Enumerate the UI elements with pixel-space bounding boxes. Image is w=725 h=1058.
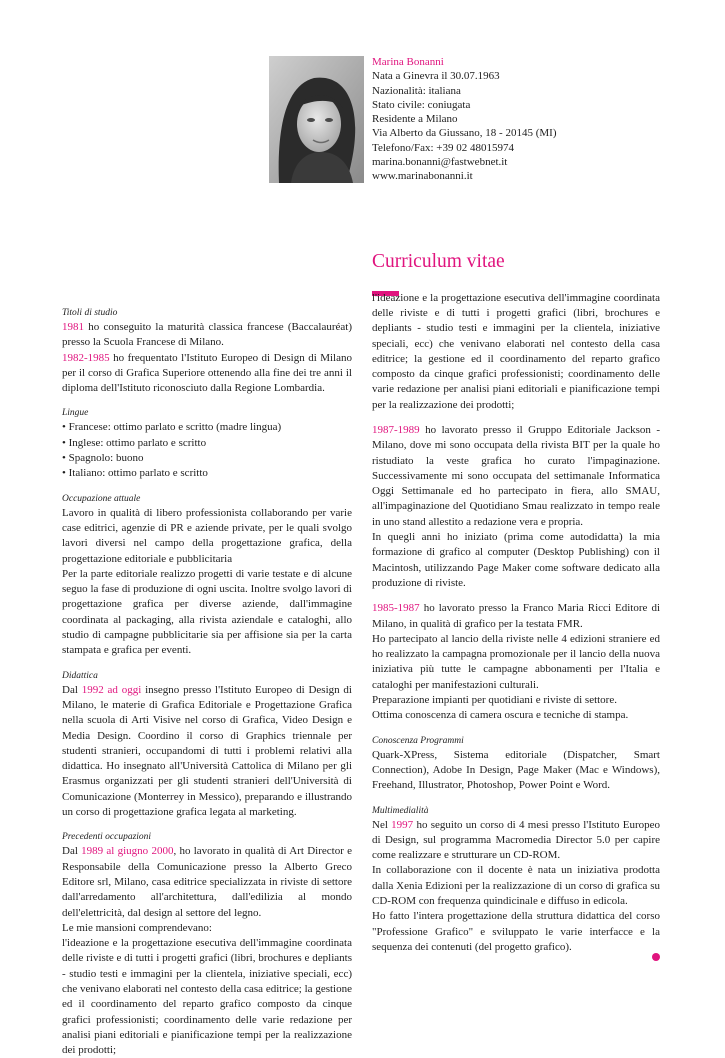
language-item: • Inglese: ottimo parlato e scritto bbox=[62, 436, 207, 449]
year-highlight: 1982-1985 bbox=[62, 351, 110, 364]
occupazione-paragraph-1: Lavoro in qualità di libero professionista collaborando per varie case editrici, agenzie di PR e aziende private, per le quali svolgo lavori diversi nel campo della progettazione grafica, della progettazione editoriale e pubblicitaria bbox=[62, 506, 352, 565]
multimedialita-text-1: ho seguito un corso di 4 mesi presso l'Istituto Europeo di Design, sul programma Macromedia Director 5.0 per capire come realizzare e strutturare un CD-ROM. bbox=[372, 818, 660, 862]
camera-oscura-paragraph: Ottima conoscenza di camera oscura e tecniche di stampa. bbox=[372, 709, 629, 722]
impianti-paragraph: Preparazione impianti per quotidiani e riviste di settore. bbox=[372, 694, 617, 707]
programmi-text: Quark-XPress, Sistema editoriale (Dispatcher, Smart Connection), Adobe In Design, Page Maker (Mac e Windows), Freehand, Illustrator, Photoshop, Power Point e Word. bbox=[372, 748, 660, 792]
titoli-entry-1 bbox=[62, 320, 352, 351]
portrait-photo bbox=[269, 56, 364, 183]
section-heading-didattica: Didattica bbox=[62, 670, 98, 681]
fmr-text: ho lavorato presso la Franco Maria Ricci Editore di Milano, in qualità di grafico per la testata FMR. bbox=[372, 602, 660, 630]
section-heading-programmi: Conoscenza Programmi bbox=[372, 735, 464, 746]
right-column bbox=[372, 291, 660, 955]
jackson-entry bbox=[372, 423, 660, 530]
year-highlight: 1989 al giugno 2000 bbox=[81, 845, 174, 858]
section-heading-multimedialita: Multimedialità bbox=[372, 805, 429, 816]
language-item: • Italiano: ottimo parlato e scritto bbox=[62, 467, 208, 480]
precedenti-paragraph-3: l'ideazione e la progettazione esecutiva dell'immagine coordinata delle riviste e di tutti i progetti grafici (libri, brochures e depliants - studio testi e immagini per la clientela, iniziative speciali, ecc) che venivano elaborati nel contesto della casa editrice; la gestione ed il coordinamento del reparto grafico composto da cinque grafici professionisti; coordinamento delle varie redazione per analisi piani editoriali e pianificazione tempi per la realizzazione dei prodotti; bbox=[62, 937, 352, 1057]
fmr-entry bbox=[372, 601, 660, 632]
precedenti-paragraph-1 bbox=[62, 844, 352, 920]
precedenti-text-1: , ho lavorato in qualità di Art Director e Responsabile della Comunicazione presso la Alberto Greco Editore srl, Milano, casa editrice specializzata in riviste di settore dall'arredamento all'architettura, dall'edilizia al mondo dell'elettricità, dal design al settore del legno. bbox=[62, 845, 352, 919]
multimedialita-paragraph-1 bbox=[372, 818, 660, 864]
year-highlight: 1992 ad oggi bbox=[81, 683, 142, 696]
precedenti-paragraph-3-continued bbox=[372, 291, 660, 413]
email: marina.bonanni@fastwebnet.it bbox=[372, 156, 508, 169]
jackson-text: ho lavorato presso il Gruppo Editoriale Jackson - Milano, dove mi sono occupata della rivista BIT per la quale ho ristudiato la veste grafica ho curato l'impaginazione. Successivamente mi sono occupata del settimanale Informatica Oggi Settimanale ed ho partecipato in fiera, allo SMAU, all'impaginazione del Quotidiano Smau realizzato in tempo reale in uno stand allestito a redazione vera e propria. bbox=[372, 424, 660, 528]
end-marker-dot bbox=[652, 953, 660, 961]
fmr-paragraph: Ho partecipato al lancio della riviste nelle 4 edizioni straniere ed ho realizzato la campagna promozionale per il lancio della nuova iniziativa più tutte le campagne abbonamenti per l'Italia e cataloghi per manifestazioni culturali. bbox=[372, 632, 660, 691]
phone-fax: Telefono/Fax: +39 02 48015974 bbox=[372, 141, 515, 154]
titoli-entry-2 bbox=[62, 351, 352, 397]
precedenti-paragraph-2: Le mie mansioni comprendevano: bbox=[62, 921, 212, 934]
language-item: • Spagnolo: buono bbox=[62, 452, 144, 465]
titoli-text-1: ho conseguito la maturità classica francese (Baccalauréat) presso la Scuola Francese di Milano. bbox=[62, 321, 352, 349]
section-heading-occupazione: Occupazione attuale bbox=[62, 493, 141, 504]
marital-status: Stato civile: coniugata bbox=[372, 98, 471, 111]
multimedialita-prefix: Nel bbox=[372, 818, 392, 831]
website: www.marinabonanni.it bbox=[372, 170, 473, 183]
language-item: • Francese: ottimo parlato e scritto (madre lingua) bbox=[62, 421, 282, 434]
nationality: Nazionalità: italiana bbox=[372, 84, 461, 97]
titoli-text-2: ho frequentato l'Istituto Europeo di Design di Milano per il corso di Grafica Superiore ottenendo alla fine dei tre anni il diploma dell'Istituto riconosciuto dalla Regione Lombardia. bbox=[62, 351, 352, 395]
didattica-prefix: Dal bbox=[62, 683, 82, 696]
didattica-paragraph bbox=[62, 683, 352, 821]
didattica-text: insegno presso l'Istituto Europeo di Design di Milano, le materie di Grafica Editoriale e Progettazione Grafica nella scuola di Arti Visive nel corso di Grafica, Video Design e Media Design. Coordino il corso di Graphics triennale per studenti stranieri, occupandomi di tutti i problemi relativi alla didattica. Ho insegnato all'Università Cattolica di Milano per gli Erasmus organizzati per gli studenti stranieri dell'Università di Comunicazione (Monterrey in Messico), preparando e illustrando un corso di progettazione grafica legata al marketing. bbox=[62, 683, 352, 819]
occupazione-paragraph-2: Per la parte editoriale realizzo progetti di varie testate e di alcune seguo la fase di produzione di ogni uscita. Inoltre svolgo lavori di progettazione grafica per diverse aziende, dall'immagine coordinata al packaging, alla rivista aziendale e cataloghi, allo studio di campagne pubblicitarie sia per affisione sia per la carta stampata e grafica per eventi. bbox=[62, 567, 352, 657]
birth-info: Nata a Ginevra il 30.07.1963 bbox=[372, 70, 500, 83]
residence: Residente a Milano bbox=[372, 113, 458, 126]
contact-info bbox=[372, 55, 692, 184]
year-highlight: 1987-1989 bbox=[372, 424, 420, 436]
person-name: Marina Bonanni bbox=[372, 56, 444, 68]
section-heading-precedenti: Precedenti occupazioni bbox=[62, 832, 152, 843]
left-column bbox=[62, 306, 352, 1057]
section-heading-titoli: Titoli di studio bbox=[62, 308, 118, 318]
address: Via Alberto da Giussano, 18 - 20145 (MI) bbox=[372, 127, 557, 140]
multimedialita-paragraph-2: In collaborazione con il docente è nata un iniziativa prodotta dalla Xenia Edizioni per la realizzazione di un corso di grafica su CD-ROM con frequenza quindicinale e diffuso in edicola. bbox=[372, 864, 660, 908]
page-title: Curriculum vitae bbox=[372, 251, 505, 272]
desktop-publishing-paragraph: In quegli anni ho iniziato (prima come autodidatta) la mia formazione di grafico al computer (Desktop Publishing) con il Macintosh, utilizzando Page Maker come software dedicato alla produzione di riviste. bbox=[372, 531, 660, 589]
year-highlight: 1981 bbox=[62, 321, 84, 333]
section-heading-lingue: Lingue bbox=[62, 408, 89, 419]
multimedialita-paragraph-3: Ho fatto l'intera progettazione della struttura didattica del corso "Professione Grafico" e sviluppato le varie interfacce e la sequenza dei contenuti (del progetto grafico). bbox=[372, 910, 660, 953]
year-highlight: 1997 bbox=[391, 818, 414, 831]
precedenti-continuation: l'ideazione e la progettazione esecutiva dell'immagine coordinata delle riviste e di tutti i progetti grafici (libri, brochures e depliants - studio testi e immagini per la clientela, iniziative speciali, ecc) che venivano elaborati nel contesto della casa editrice; la gestione ed il coordinamento del reparto grafico composto da cinque grafici professionisti; coordinamento delle varie redazione per analisi piani editoriali e pianificazione tempi per la realizzazione dei prodotti; bbox=[372, 291, 660, 411]
year-highlight: 1985-1987 bbox=[372, 602, 420, 615]
precedenti-prefix: Dal bbox=[62, 845, 82, 858]
